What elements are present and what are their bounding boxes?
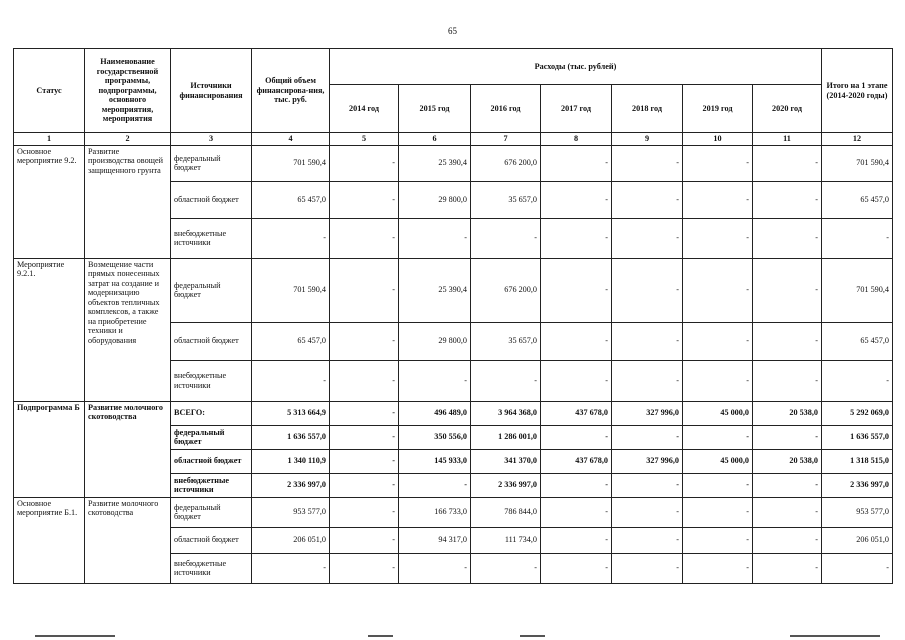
year-value-cell: - <box>683 473 753 497</box>
year-value-cell: 496 489,0 <box>399 401 471 425</box>
total-cell: - <box>252 218 330 258</box>
year-value-cell: - <box>330 553 399 583</box>
column-index: 11 <box>753 133 822 146</box>
year-value-cell: - <box>330 449 399 473</box>
column-index: 4 <box>252 133 330 146</box>
year-value-cell: - <box>399 218 471 258</box>
status-cell: Основное мероприятие 9.2. <box>14 145 85 258</box>
column-index: 7 <box>471 133 541 146</box>
itogo-cell: 953 577,0 <box>822 497 893 527</box>
column-index: 1 <box>14 133 85 146</box>
total-cell: 65 457,0 <box>252 322 330 360</box>
year-value-cell: 786 844,0 <box>471 497 541 527</box>
table-row <box>14 401 893 425</box>
year-value-cell: - <box>541 145 612 181</box>
year-value-cell: - <box>330 181 399 218</box>
year-value-cell: - <box>399 553 471 583</box>
table-row <box>14 497 893 527</box>
year-value-cell: - <box>753 322 822 360</box>
year-value-cell: - <box>541 497 612 527</box>
source-cell: областной бюджет <box>171 322 252 360</box>
year-value-cell: - <box>753 425 822 449</box>
year-value-cell: - <box>612 322 683 360</box>
year-value-cell: - <box>683 553 753 583</box>
year-value-cell: - <box>330 401 399 425</box>
year-value-cell: 20 538,0 <box>753 449 822 473</box>
year-value-cell: 2 336 997,0 <box>471 473 541 497</box>
header-year: 2014 год <box>330 85 399 133</box>
header-year: 2017 год <box>541 85 612 133</box>
year-value-cell: - <box>683 258 753 322</box>
year-value-cell: - <box>330 145 399 181</box>
header-itogo: Итого на 1 этапе (2014-2020 годы) <box>822 49 893 133</box>
year-value-cell: 29 800,0 <box>399 322 471 360</box>
year-value-cell: - <box>753 553 822 583</box>
column-index: 12 <box>822 133 893 146</box>
header-total: Общий объем финансирова-ния, тыс. руб. <box>252 49 330 133</box>
total-cell: 1 340 110,9 <box>252 449 330 473</box>
year-value-cell: - <box>753 258 822 322</box>
year-value-cell: 35 657,0 <box>471 181 541 218</box>
year-value-cell: 1 286 001,0 <box>471 425 541 449</box>
year-value-cell: - <box>541 218 612 258</box>
year-value-cell: - <box>753 181 822 218</box>
year-value-cell: - <box>753 527 822 553</box>
year-value-cell: 45 000,0 <box>683 401 753 425</box>
source-cell: внебюджетные источники <box>171 473 252 497</box>
year-value-cell: - <box>683 527 753 553</box>
year-value-cell: - <box>330 360 399 401</box>
year-value-cell: - <box>541 553 612 583</box>
year-value-cell: - <box>541 527 612 553</box>
year-value-cell: - <box>330 527 399 553</box>
header-year: 2020 год <box>753 85 822 133</box>
header-year: 2016 год <box>471 85 541 133</box>
year-value-cell: 20 538,0 <box>753 401 822 425</box>
year-value-cell: 437 678,0 <box>541 401 612 425</box>
year-value-cell: - <box>753 145 822 181</box>
source-cell: областной бюджет <box>171 449 252 473</box>
year-value-cell: - <box>683 181 753 218</box>
source-cell: федеральный бюджет <box>171 145 252 181</box>
year-value-cell: 35 657,0 <box>471 322 541 360</box>
header-expenses: Расходы (тыс. рублей) <box>330 49 822 85</box>
year-value-cell: - <box>330 218 399 258</box>
year-value-cell: 166 733,0 <box>399 497 471 527</box>
column-index-row <box>14 133 893 146</box>
itogo-cell: 5 292 069,0 <box>822 401 893 425</box>
year-value-cell: - <box>541 322 612 360</box>
year-value-cell: - <box>612 553 683 583</box>
name-cell: Развитие молочного скотоводства <box>85 497 171 583</box>
year-value-cell: - <box>612 181 683 218</box>
source-cell: федеральный бюджет <box>171 258 252 322</box>
footer-rule <box>520 635 545 637</box>
year-value-cell: - <box>753 473 822 497</box>
source-cell: внебюджетные источники <box>171 218 252 258</box>
year-value-cell: - <box>541 425 612 449</box>
column-index: 8 <box>541 133 612 146</box>
name-cell: Развитие производства овощей защищенного грунта <box>85 145 171 258</box>
year-value-cell: 145 933,0 <box>399 449 471 473</box>
itogo-cell: - <box>822 360 893 401</box>
year-value-cell: - <box>541 258 612 322</box>
year-value-cell: - <box>330 497 399 527</box>
year-value-cell: - <box>471 218 541 258</box>
year-value-cell: - <box>753 218 822 258</box>
financing-table <box>13 48 893 584</box>
year-value-cell: - <box>683 145 753 181</box>
total-cell: 206 051,0 <box>252 527 330 553</box>
year-value-cell: - <box>471 553 541 583</box>
column-index: 5 <box>330 133 399 146</box>
itogo-cell: 1 318 515,0 <box>822 449 893 473</box>
year-value-cell: - <box>612 527 683 553</box>
itogo-cell: 701 590,4 <box>822 145 893 181</box>
source-cell: областной бюджет <box>171 527 252 553</box>
header-sources: Источники финансирования <box>171 49 252 133</box>
year-value-cell: - <box>683 497 753 527</box>
year-value-cell: 25 390,4 <box>399 145 471 181</box>
name-cell: Возмещение части прямых понесенных затрат на создание и модернизацию объектов тепличных комплексов, а также на приобретение техники и оборудования <box>85 258 171 401</box>
total-cell: 953 577,0 <box>252 497 330 527</box>
source-cell: внебюджетные источники <box>171 553 252 583</box>
source-cell: федеральный бюджет <box>171 497 252 527</box>
year-value-cell: 111 734,0 <box>471 527 541 553</box>
year-value-cell: 25 390,4 <box>399 258 471 322</box>
source-cell: ВСЕГО: <box>171 401 252 425</box>
itogo-cell: - <box>822 553 893 583</box>
year-value-cell: 676 200,0 <box>471 145 541 181</box>
total-cell: - <box>252 360 330 401</box>
column-index: 2 <box>85 133 171 146</box>
year-value-cell: - <box>541 473 612 497</box>
year-value-cell: - <box>399 360 471 401</box>
total-cell: 5 313 664,9 <box>252 401 330 425</box>
column-index: 10 <box>683 133 753 146</box>
year-value-cell: - <box>753 497 822 527</box>
year-value-cell: 341 370,0 <box>471 449 541 473</box>
year-value-cell: - <box>612 473 683 497</box>
year-value-cell: - <box>612 218 683 258</box>
year-value-cell: - <box>612 425 683 449</box>
column-index: 9 <box>612 133 683 146</box>
header-status: Статус <box>14 49 85 133</box>
year-value-cell: - <box>330 322 399 360</box>
total-cell: 65 457,0 <box>252 181 330 218</box>
itogo-cell: 206 051,0 <box>822 527 893 553</box>
source-cell: федеральный бюджет <box>171 425 252 449</box>
year-value-cell: - <box>612 497 683 527</box>
year-value-cell: - <box>612 360 683 401</box>
status-cell: Подпрограмма Б <box>14 401 85 497</box>
total-cell: 1 636 557,0 <box>252 425 330 449</box>
year-value-cell: 3 964 368,0 <box>471 401 541 425</box>
header-name: Наименование государственной программы, подпрограммы, основного мероприятия, мероприятия <box>85 49 171 133</box>
column-index: 6 <box>399 133 471 146</box>
year-value-cell: 327 996,0 <box>612 401 683 425</box>
status-cell: Основное мероприятие Б.1. <box>14 497 85 583</box>
year-value-cell: - <box>399 473 471 497</box>
year-value-cell: - <box>330 425 399 449</box>
itogo-cell: 2 336 997,0 <box>822 473 893 497</box>
itogo-cell: 701 590,4 <box>822 258 893 322</box>
footer-rule <box>790 635 880 637</box>
year-value-cell: - <box>330 258 399 322</box>
year-value-cell: 327 996,0 <box>612 449 683 473</box>
year-value-cell: 437 678,0 <box>541 449 612 473</box>
source-cell: областной бюджет <box>171 181 252 218</box>
year-value-cell: - <box>683 218 753 258</box>
itogo-cell: - <box>822 218 893 258</box>
itogo-cell: 1 636 557,0 <box>822 425 893 449</box>
footer-rule <box>35 635 115 637</box>
year-value-cell: 676 200,0 <box>471 258 541 322</box>
year-value-cell: - <box>541 360 612 401</box>
year-value-cell: - <box>612 145 683 181</box>
total-cell: - <box>252 553 330 583</box>
year-value-cell: 45 000,0 <box>683 449 753 473</box>
year-value-cell: - <box>471 360 541 401</box>
year-value-cell: - <box>683 425 753 449</box>
year-value-cell: - <box>683 360 753 401</box>
itogo-cell: 65 457,0 <box>822 322 893 360</box>
name-cell: Развитие молочного скотоводства <box>85 401 171 497</box>
year-value-cell: - <box>612 258 683 322</box>
table-body <box>14 145 893 583</box>
year-value-cell: - <box>330 473 399 497</box>
header-year: 2019 год <box>683 85 753 133</box>
header-year: 2015 год <box>399 85 471 133</box>
header-year: 2018 год <box>612 85 683 133</box>
total-cell: 701 590,4 <box>252 258 330 322</box>
year-value-cell: 29 800,0 <box>399 181 471 218</box>
column-index: 3 <box>171 133 252 146</box>
footer-rule <box>368 635 393 637</box>
year-value-cell: 350 556,0 <box>399 425 471 449</box>
table-row <box>14 145 893 181</box>
table-row <box>14 258 893 322</box>
year-value-cell: 94 317,0 <box>399 527 471 553</box>
source-cell: внебюджетные источники <box>171 360 252 401</box>
year-value-cell: - <box>683 322 753 360</box>
status-cell: Мероприятие 9.2.1. <box>14 258 85 401</box>
total-cell: 2 336 997,0 <box>252 473 330 497</box>
page-number: 65 <box>448 26 457 36</box>
total-cell: 701 590,4 <box>252 145 330 181</box>
year-value-cell: - <box>541 181 612 218</box>
itogo-cell: 65 457,0 <box>822 181 893 218</box>
year-value-cell: - <box>753 360 822 401</box>
